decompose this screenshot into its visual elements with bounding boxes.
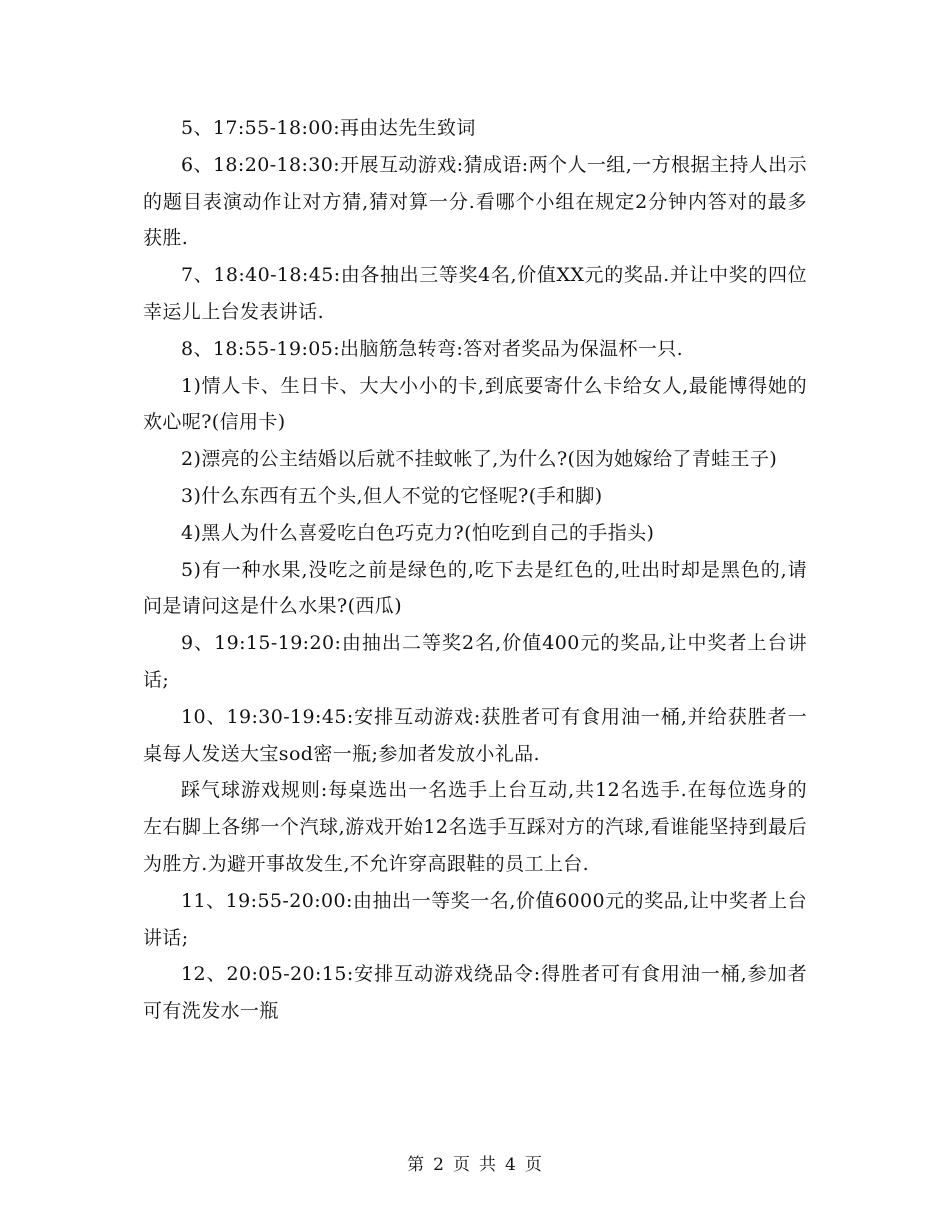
page-footer (0, 1150, 950, 1175)
footer-label-total: 共 (479, 1155, 497, 1175)
paragraph: 4)黑人为什么喜爱吃白色巧克力?(怕吃到自己的手指头) (181, 521, 655, 544)
paragraph: 3)什么东西有五个头,但人不觉的它怪呢?(手和脚) (181, 484, 603, 507)
paragraph: 10、19:30-19:45:安排互动游戏:获胜者可有食用油一桶,并给获胜者一桌每人发送大宝sod密一瓶;参加者发放小礼品. (143, 705, 807, 765)
paragraph: 2)漂亮的公主结婚以后就不挂蚊帐了,为什么?(因为她嫁给了青蛙王子) (181, 448, 778, 471)
footer-current-page: 2 (433, 1155, 445, 1175)
footer-label-unit: 页 (453, 1155, 471, 1175)
paragraph: 9、19:15-19:20:由抽出二等奖2名,价值400元的奖品,让中奖者上台讲话; (143, 632, 807, 691)
paragraph: 5)有一种水果,没吃之前是绿色的,吃下去是红色的,吐出时却是黑色的,请问是请问这是什么水果?(西瓜) (143, 558, 807, 618)
footer-label-page: 第 (407, 1155, 426, 1175)
footer-label-unit-end: 页 (524, 1155, 543, 1175)
document-body (143, 110, 807, 1030)
paragraph: 1)情人卡、生日卡、大大小小的卡,到底要寄什么卡给女人,最能博得她的欢心呢?(信用卡) (143, 374, 807, 434)
footer-total-pages: 4 (505, 1155, 517, 1175)
paragraph: 7、18:40-18:45:由各抽出三等奖4名,价值XX元的奖品.并让中奖的四位幸运儿上台发表讲话. (143, 264, 807, 323)
paragraph: 踩气球游戏规则:每桌选出一名选手上台互动,共12名选手.在每位选身的左右脚上各绑一个汽球,游戏开始12名选手互踩对方的汽球,看谁能坚持到最后为胜方.为避开事故发生,不允许穿高跟鞋的员工上台. (143, 779, 807, 875)
paragraph: 8、18:55-19:05:出脑筋急转弯:答对者奖品为保温杯一只. (181, 337, 684, 360)
paragraph: 6、18:20-18:30:开展互动游戏:猜成语:两个人一组,一方根据主持人出示的题目表演动作让对方猜,猜对算一分.看哪个小组在规定2分钟内答对的最多获胜. (143, 153, 807, 250)
paragraph: 5、17:55-18:00:再由达先生致词 (181, 117, 476, 139)
paragraph: 11、19:55-20:00:由抽出一等奖一名,价值6000元的奖品,让中奖者上台讲话; (143, 889, 807, 949)
paragraph: 12、20:05-20:15:安排互动游戏绕品令:得胜者可有食用油一桶,参加者可有洗发水一瓶 (143, 963, 807, 1023)
